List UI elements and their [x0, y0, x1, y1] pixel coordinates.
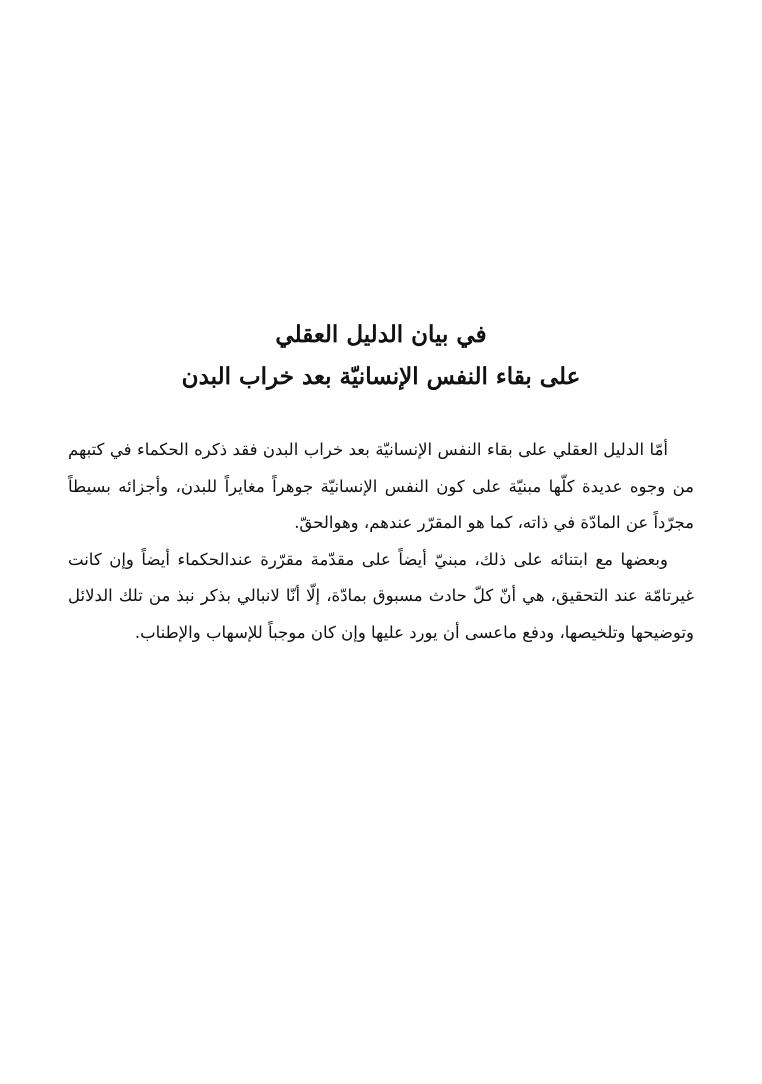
chapter-subtitle: على بقاء النفس الإنسانيّة بعد خراب البدن — [181, 363, 581, 390]
paragraph-2: وبعضها مع ابتنائه على ذلك، مبنيّ أيضاً على مقدّمة مقرّرة عندالحكماء أيضاً وإن كانت غيرتامّة عند التحقيق، هي أنّ كلّ حادث مسبوق بمادّة، إلّا أنّا لانبالي بذكر نبذ من تلك الدلائل وتوضيحها وتلخيصها، ودفع ماعسى أن يورد عليها وإن كان موجباً للإسهاب والإطناب. — [68, 549, 694, 642]
chapter-title: في بيان الدليل العقلي — [275, 321, 487, 348]
paragraph-1: أمّا الدليل العقلي على بقاء النفس الإنسانيّة بعد خراب البدن فقد ذكره الحكماء في كتبهم من وجوه عديدة كلّها مبنيّة على كون النفس الإنسانيّة جوهراً مغايراً للبدن، وأجزائه بسيطاً مجرّداً عن المادّة في ذاته، كما هو المقرّر عندهم، وهوالحقّ. — [68, 440, 694, 532]
body-text — [68, 432, 694, 651]
